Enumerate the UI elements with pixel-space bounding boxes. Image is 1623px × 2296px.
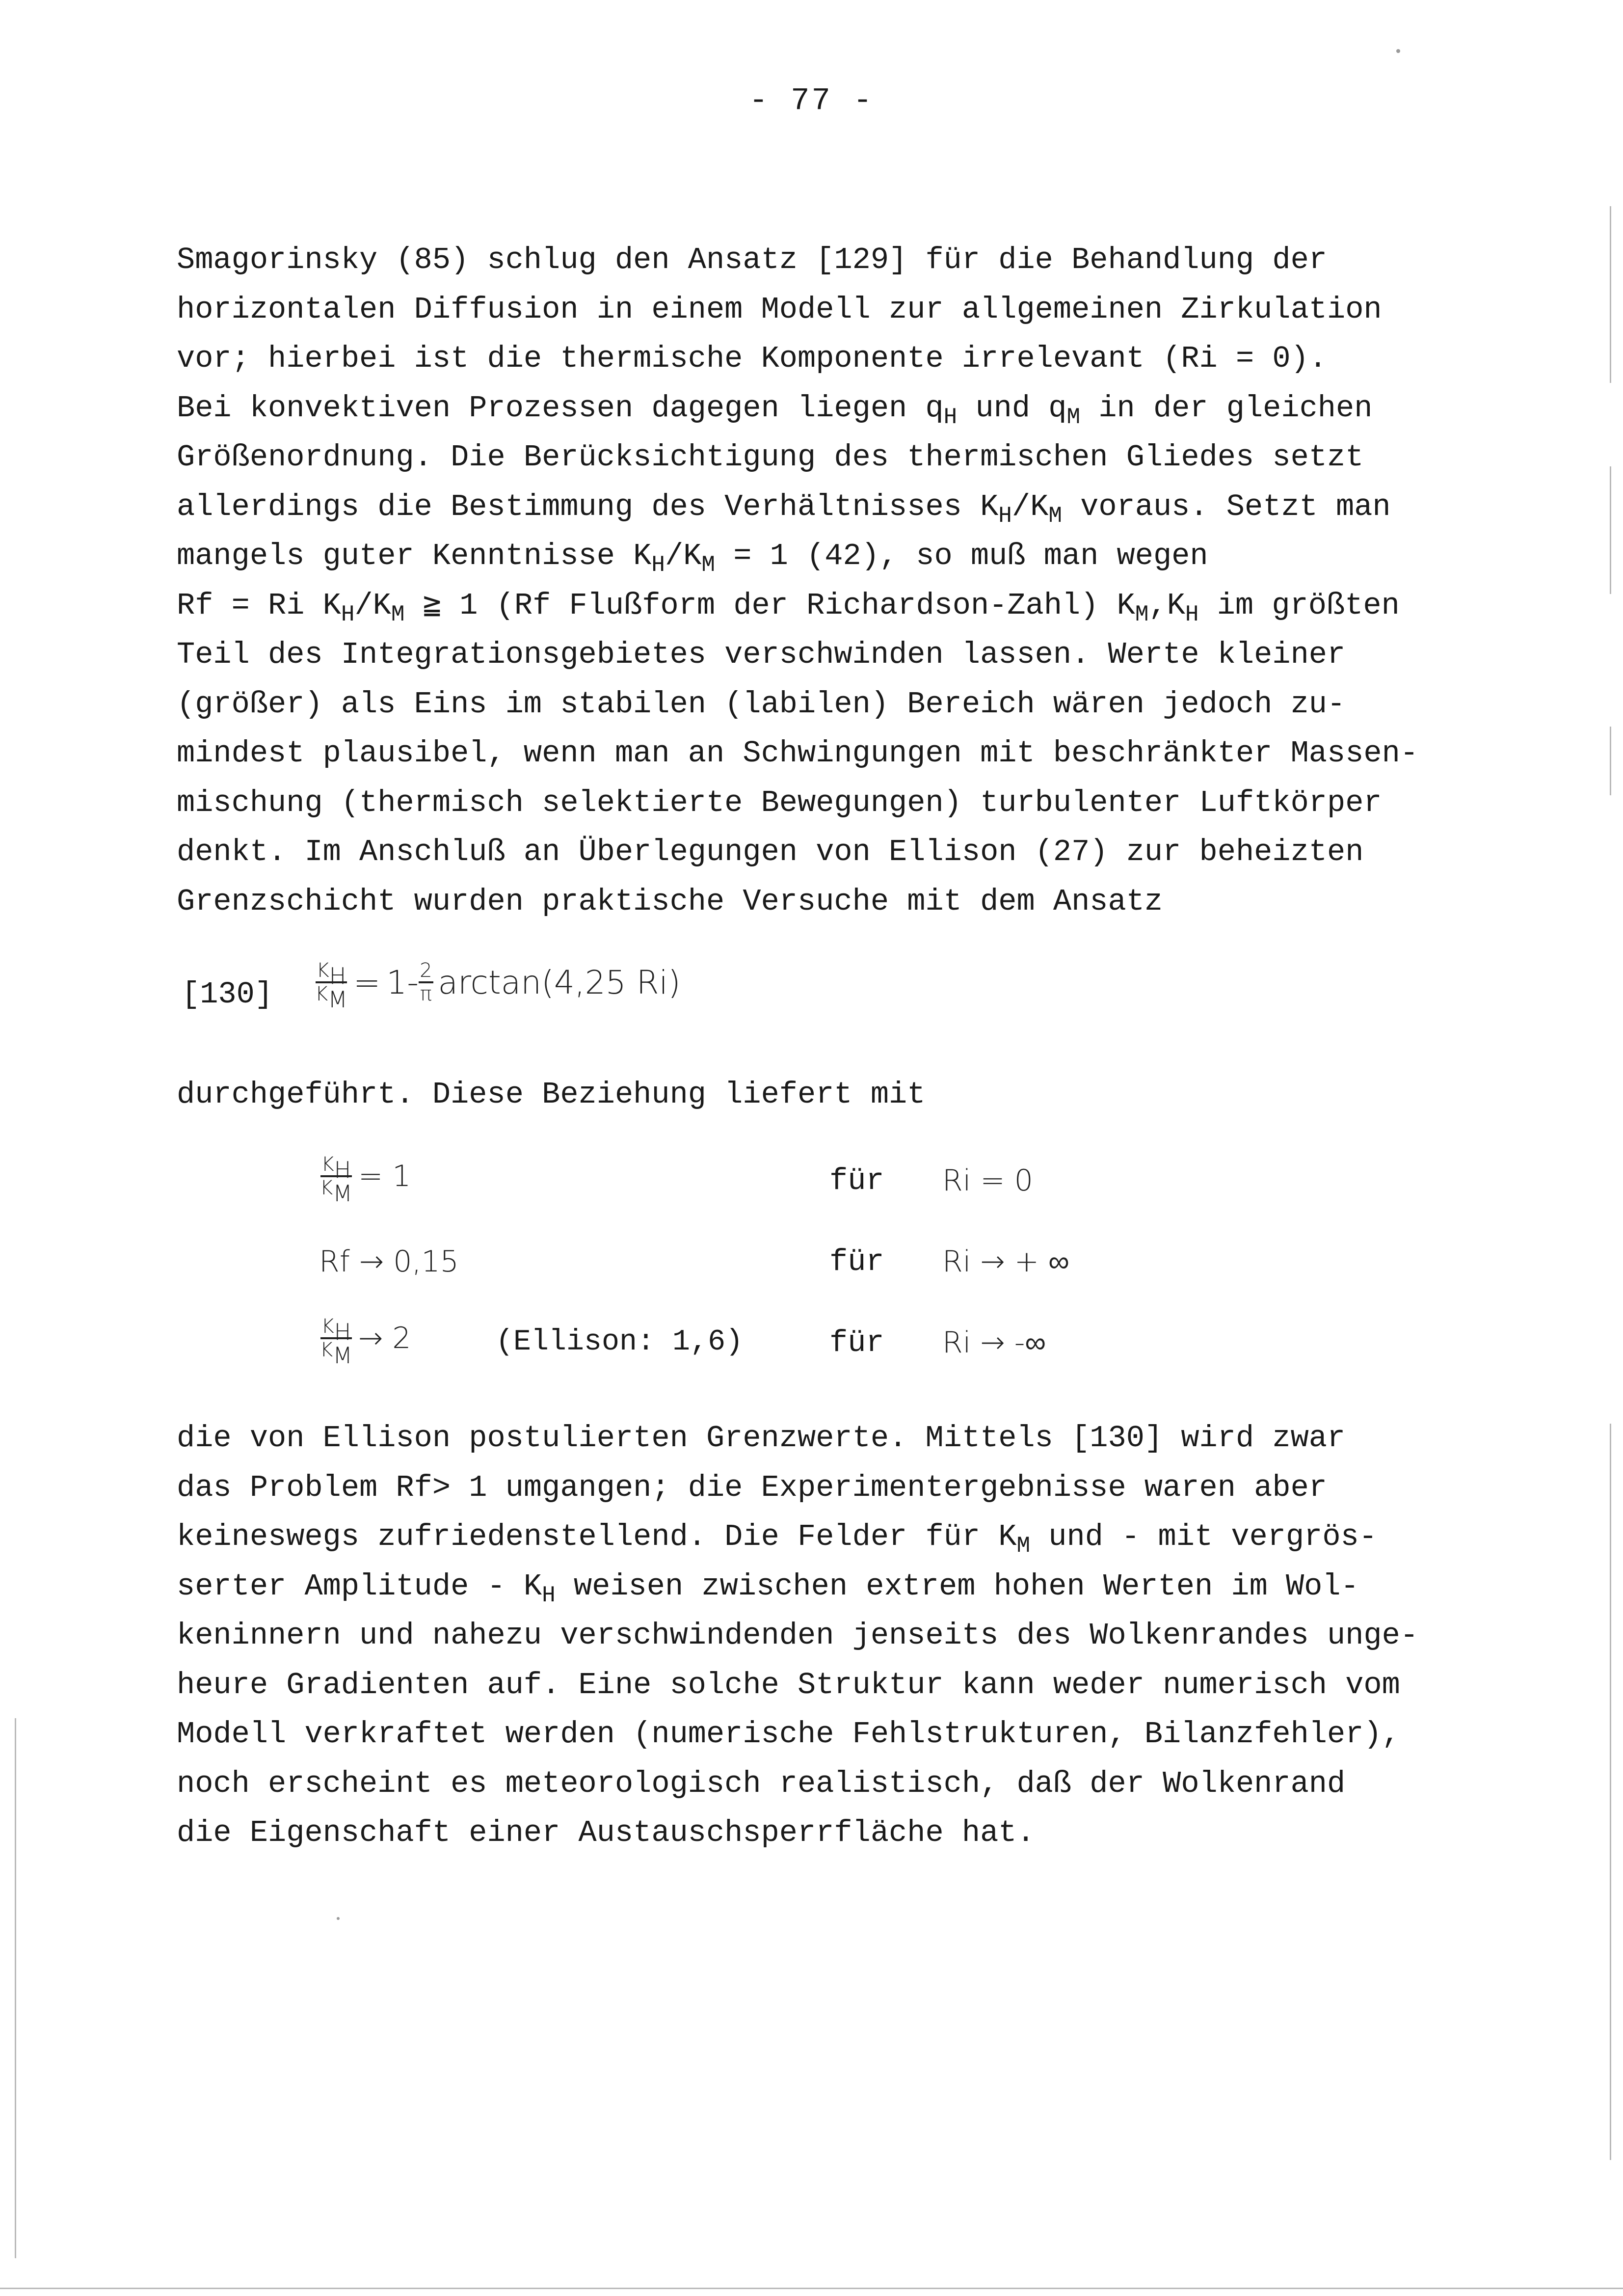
text-line <box>177 483 1531 532</box>
limit-lhs <box>319 1315 411 1369</box>
text-line <box>177 1513 1531 1562</box>
subscript: H <box>943 404 958 430</box>
equation-equals: = <box>353 963 381 1001</box>
text-segment: /K <box>354 588 391 623</box>
text-line <box>177 384 1531 433</box>
limit-lhs <box>319 1153 411 1207</box>
text-line: das Problem Rf> 1 umgangen; die Experimentergebnisse waren aber <box>177 1470 1327 1505</box>
text-line: keninnern und nahezu verschwindenden jenseits des Wolkenrandes unge- <box>177 1618 1419 1653</box>
text-line: heure Gradienten auf. Eine solche Struktur kann weder numerisch vom <box>177 1667 1400 1702</box>
denominator-symbol: K <box>320 1339 333 1361</box>
text-line: (größer) als Eins im stabilen (labilen) Bereich wären jedoch zu- <box>177 686 1346 722</box>
subscript: M <box>1066 404 1081 430</box>
numerator-subscript: H <box>334 1319 351 1345</box>
text-segment: serter Amplitude - K <box>177 1568 542 1604</box>
equation-130 <box>314 959 681 1013</box>
scan-margin-line <box>1610 727 1611 795</box>
fraction-numerator <box>320 1153 352 1183</box>
equation-one-minus: 1- <box>386 963 419 1001</box>
text-segment: mangels guter Kenntnisse K <box>177 539 652 573</box>
text-segment: in der gleichen <box>1080 390 1373 426</box>
equation-label: [130] <box>182 977 273 1012</box>
text-line: vor; hierbei ist die thermische Komponente irrelevant (Ri = 0). <box>177 341 1327 376</box>
subscript: M <box>1048 503 1062 529</box>
fraction-numerator <box>320 1315 352 1345</box>
limit-fuer-label: für <box>829 1325 884 1360</box>
limit-expression: Rf → 0,15 <box>319 1244 459 1279</box>
text-segment: Bei konvektiven Prozessen dagegen liegen q <box>177 390 944 426</box>
kh-km-fraction <box>319 1315 353 1369</box>
denominator-subscript: M <box>333 1180 352 1207</box>
limit-note: (Ellison: 1,6) <box>496 1325 744 1359</box>
text-line: die Eigenschaft einer Austauschsperrfläche hat. <box>177 1815 1035 1850</box>
text-line: denkt. Im Anschluß an Überlegungen von Ellison (27) zur beheizten <box>177 835 1364 869</box>
text-line <box>177 532 1531 581</box>
limit-condition: Ri = 0 <box>942 1163 1033 1198</box>
subscript: H <box>1185 601 1199 627</box>
fraction-denominator <box>319 1177 353 1207</box>
kh-km-fraction: $\frac{K_H}{K_M}$ <box>315 959 347 1013</box>
numerator-symbol: K <box>321 1153 334 1176</box>
denominator-symbol: K <box>320 1177 333 1199</box>
equation-arctan-term: arctan(4,25 Ri) <box>438 963 681 1001</box>
subscript: H <box>651 552 665 578</box>
scan-margin-line <box>15 1718 16 2258</box>
denominator-subscript: M <box>333 1342 352 1369</box>
paragraph-transition: durchgeführt. Diese Beziehung liefert mit <box>177 1077 926 1112</box>
text-segment: ,K <box>1148 588 1185 623</box>
text-line: mindest plausibel, wenn man an Schwingungen mit beschränkter Massen- <box>177 736 1419 771</box>
subscript: M <box>701 552 715 578</box>
text-line: Größenordnung. Die Berücksichtigung des thermischen Gliedes setzt <box>177 440 1364 475</box>
text-segment: weisen zwischen extrem hohen Werten im Wol- <box>555 1568 1359 1604</box>
scan-margin-line <box>1610 206 1611 383</box>
paragraph-intro <box>177 236 1531 926</box>
limit-fuer-label: für <box>829 1244 884 1279</box>
numerator-symbol: K <box>321 1315 334 1338</box>
text-segment: und q <box>957 390 1067 426</box>
limit-fuer-label: für <box>829 1163 884 1198</box>
text-line: horizontalen Diffusion in einem Modell zur allgemeinen Zirkulation <box>177 292 1382 327</box>
limit-lhs <box>319 1244 459 1279</box>
text-line: Smagorinsky (85) schlug den Ansatz [129] für die Behandlung der <box>177 243 1327 277</box>
text-segment: und - mit vergrös- <box>1030 1519 1378 1554</box>
fraction-denominator <box>319 1339 353 1369</box>
subscript: M <box>391 601 405 627</box>
subscript: M <box>1016 1533 1031 1559</box>
scan-speck <box>1396 49 1400 53</box>
subscript: H <box>341 601 355 627</box>
scan-margin-line <box>1610 1424 1611 2160</box>
two-over-pi-fraction: $\frac{2}{\pi}$ <box>420 959 432 1005</box>
subscript: H <box>542 1582 556 1608</box>
limit-condition: Ri → + ∞ <box>942 1244 1069 1279</box>
scan-speck <box>337 1917 340 1920</box>
text-segment: ≧ 1 (Rf Flußform der Richardson-Zahl) K <box>404 588 1135 623</box>
text-line: Grenzschicht wurden praktische Versuche mit dem Ansatz <box>177 884 1163 919</box>
numerator-subscript: H <box>334 1157 351 1183</box>
text-segment: allerdings die Bestimmung des Verhältnisses K <box>177 489 999 524</box>
text-segment: /K <box>1011 489 1049 524</box>
limit-value: = 1 <box>358 1159 411 1193</box>
text-segment: voraus. Setzt man <box>1062 489 1391 524</box>
paragraph-conclusion <box>177 1414 1531 1858</box>
limit-condition: Ri → -∞ <box>942 1325 1046 1360</box>
text-line: Modell verkraftet werden (numerische Fehlstrukturen, Bilanzfehler), <box>177 1717 1400 1752</box>
scan-bottom-line <box>0 2288 1623 2289</box>
text-segment: keineswegs zufriedenstellend. Die Felder für K <box>177 1519 1017 1554</box>
scan-margin-line <box>1610 466 1611 594</box>
text-line <box>177 581 1531 631</box>
text-segment: im größten <box>1198 588 1400 623</box>
limit-value: → 2 <box>358 1321 411 1355</box>
text-line: noch erscheint es meteorologisch realistisch, daß der Wolkenrand <box>177 1766 1346 1801</box>
text-line: mischung (thermisch selektierte Bewegungen) turbulenter Luftkörper <box>177 785 1382 820</box>
text-segment: /K <box>665 539 702 573</box>
text-line: die von Ellison postulierten Grenzwerte. Mittels [130] wird zwar <box>177 1421 1346 1456</box>
page-number: - 77 - <box>749 83 874 119</box>
text-segment: Rf = Ri K <box>177 588 341 623</box>
text-line: Teil des Integrationsgebietes verschwinden lassen. Werte kleiner <box>177 637 1346 672</box>
text-line <box>177 1562 1531 1612</box>
kh-km-fraction <box>319 1153 353 1207</box>
subscript: H <box>998 503 1012 529</box>
subscript: M <box>1135 601 1149 627</box>
text-segment: = 1 (42), so muß man wegen <box>715 539 1208 573</box>
